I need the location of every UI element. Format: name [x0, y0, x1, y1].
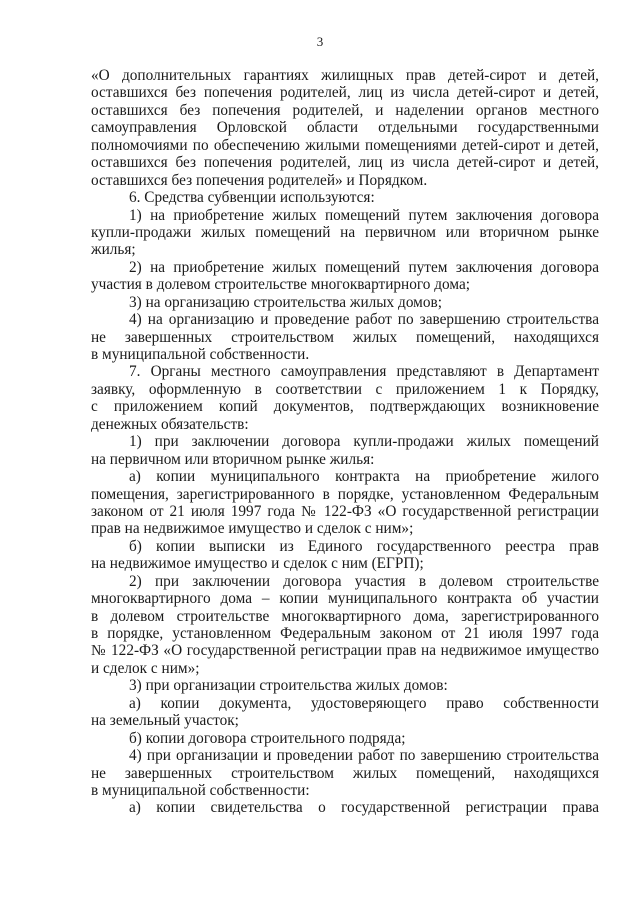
- text-line: № 122-ФЗ «О государственной регистрации прав на недвижимое имущество: [91, 642, 599, 660]
- text-line: 1) на приобретение жилых помещений путем заключения договора: [129, 206, 599, 224]
- text-line: в долевом строительстве многоквартирного дома, зарегистрированного: [91, 607, 599, 625]
- text-line: 6. Средства субвенции используются:: [129, 189, 375, 207]
- text-line: а) копии документа, удостоверяющего право собственности: [129, 694, 599, 712]
- text-line: в муниципальной собственности:: [91, 781, 310, 799]
- text-line: участия в долевом строительстве многоквартирного дома;: [91, 276, 471, 294]
- text-line: оставшихся без попечения родителей, лиц из числа детей-сирот и детей,: [91, 154, 599, 172]
- page-number: 3: [316, 34, 324, 49]
- text-line: 7. Органы местного самоуправления представляют в Департамент: [129, 363, 599, 381]
- text-line: б) копии договора строительного подряда;: [129, 729, 406, 747]
- text-line: «О дополнительных гарантиях жилищных прав детей-сирот и детей,: [91, 67, 599, 84]
- text-line: 4) при организации и проведении работ по завершению строительства: [129, 747, 599, 765]
- text-line: 2) при заключении договора участия в долевом строительстве: [129, 572, 599, 590]
- text-line: а) копии муниципального контракта на приобретение жилого: [129, 468, 599, 486]
- text-line: 3) на организацию строительства жилых домов;: [129, 293, 442, 311]
- text-line: на первичном или вторичном рынке жилья:: [91, 450, 375, 468]
- text-line: оставшихся без попечения родителей, и наделении органов местного: [91, 101, 599, 119]
- text-line: заявку, оформленную в соответствии с приложением 1 к Порядку,: [91, 380, 599, 398]
- text-line: денежных обязательств:: [91, 415, 249, 433]
- text-line: на земельный участок;: [91, 712, 239, 730]
- text-line: прав на недвижимое имущество и сделок с ним»;: [91, 520, 414, 538]
- text-line: в порядке, установленном Федеральным законом от 21 июля 1997 года: [91, 625, 599, 642]
- text-line: купли-продажи жилых помещений на первичном или вторичном рынке: [91, 223, 599, 241]
- text-line: оставшихся без попечения родителей» и Порядком.: [91, 171, 428, 189]
- text-line: а) копии свидетельства о государственной регистрации права: [129, 799, 599, 817]
- text-line: на недвижимое имущество и сделок с ним (ЕГРП);: [91, 555, 424, 573]
- text-line: с приложением копий документов, подтверждающих возникновение: [91, 398, 599, 416]
- text-line: 3) при организации строительства жилых домов:: [129, 677, 448, 695]
- text-line: оставшихся без попечения родителей, лиц из числа детей-сирот и детей,: [91, 84, 599, 102]
- text-line: 2) на приобретение жилых помещений путем заключения договора: [129, 258, 599, 276]
- text-line: и сделок с ним»;: [91, 659, 200, 677]
- text-line: б) копии выписки из Единого государственного реестра прав: [129, 537, 599, 555]
- text-line: жилья;: [91, 241, 136, 259]
- text-line: помещения, зарегистрированного в порядке, установленном Федеральным: [91, 485, 599, 503]
- text-line: в муниципальной собственности.: [91, 346, 310, 363]
- text-line: многоквартирного дома – копии муниципального контракта об участии: [91, 590, 599, 608]
- text-line: 4) на организацию и проведение работ по завершению строительства: [129, 311, 599, 329]
- text-line: самоуправления Орловской области отдельными государственными: [91, 119, 599, 137]
- text-line: не завершенных строительством жилых помещений, находящихся: [91, 764, 599, 782]
- text-line: не завершенных строительством жилых помещений, находящихся: [91, 328, 599, 346]
- text-line: 1) при заключении договора купли-продажи жилых помещений: [129, 433, 599, 451]
- text-line: полномочиями по обеспечению жилыми помещениями детей-сирот и детей,: [91, 136, 599, 154]
- text-line: законом от 21 июля 1997 года № 122-ФЗ «О государственной регистрации: [91, 502, 599, 520]
- document-body: [91, 67, 599, 817]
